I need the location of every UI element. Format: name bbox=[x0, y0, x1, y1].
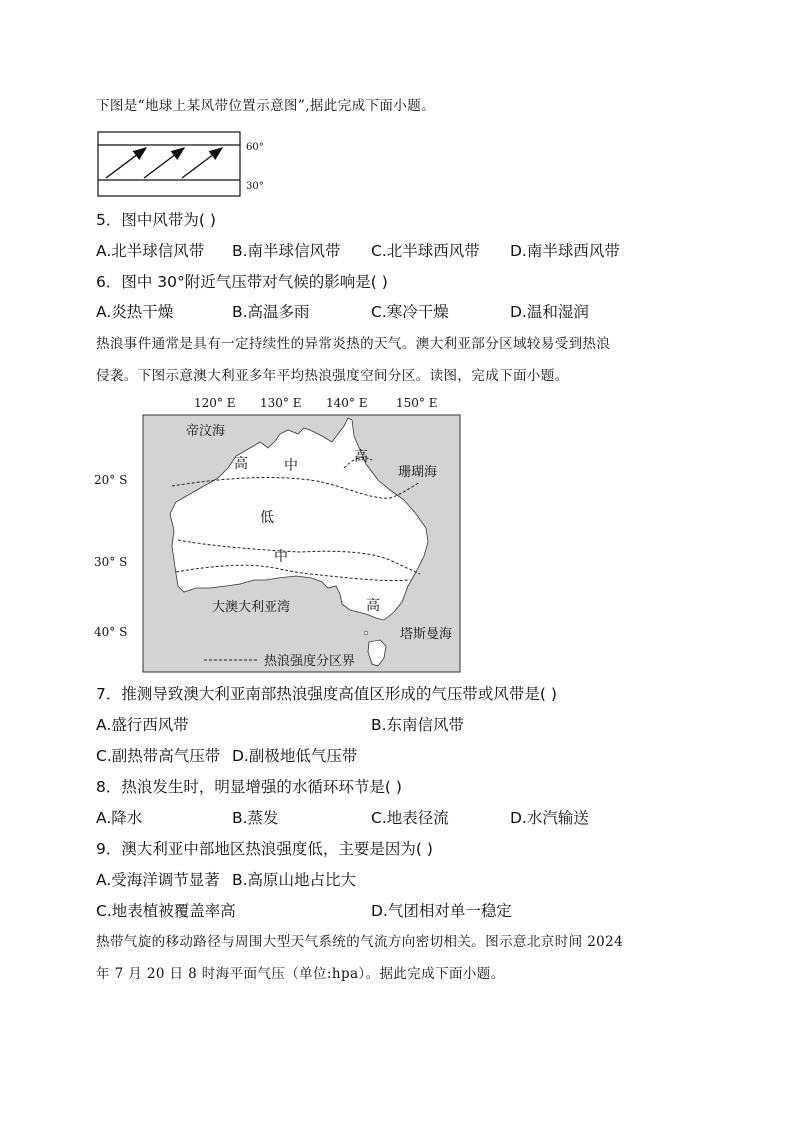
zone-label-high-nw: 高 bbox=[234, 456, 248, 472]
q8-option-b[interactable]: B.蒸发 bbox=[232, 809, 279, 827]
intro-text-cyclone-line2: 年 7 月 20 日 8 时海平面气压（单位:hpa）。据此完成下面小题。 bbox=[96, 966, 505, 982]
q5-option-b[interactable]: B.南半球信风带 bbox=[232, 242, 341, 260]
lat-label-30s: 30° S bbox=[94, 555, 128, 569]
lat-label-20s: 20° S bbox=[94, 473, 128, 487]
question-7-stem: 7．推测导致澳大利亚南部热浪强度高值区形成的气压带或风带是( ) bbox=[96, 685, 557, 703]
q8-option-c[interactable]: C.地表径流 bbox=[371, 809, 449, 827]
zone-label-low: 低 bbox=[260, 510, 274, 526]
legend-label: 热浪强度分区界 bbox=[264, 654, 356, 669]
q8-option-d[interactable]: D.水汽输送 bbox=[510, 809, 589, 827]
intro-text-windbelt: 下图是“地球上某风带位置示意图”,据此完成下面小题。 bbox=[96, 98, 435, 114]
sea-label-tasman: 塔斯曼海 bbox=[400, 627, 453, 642]
question-6-stem: 6．图中 30°附近气压带对气候的影响是( ) bbox=[96, 273, 388, 291]
q6-option-b[interactable]: B.高温多雨 bbox=[232, 303, 310, 321]
lon-label-150: 150° E bbox=[396, 396, 438, 410]
wind-belt-figure bbox=[96, 130, 276, 202]
sea-label-timor: 帝汶海 bbox=[186, 424, 226, 439]
q5-option-d[interactable]: D.南半球西风带 bbox=[510, 242, 620, 260]
q7-option-c[interactable]: C.副热带高气压带 bbox=[96, 747, 221, 765]
intro-text-heatwave-line1: 热浪事件通常是具有一定持续性的异常炎热的天气。澳大利亚部分区域较易受到热浪 bbox=[96, 336, 611, 352]
q9-option-d[interactable]: D.气团相对单一稳定 bbox=[371, 902, 512, 920]
intro-text-heatwave-line2: 侵袭。下图示意澳大利亚多年平均热浪强度空间分区。读图，完成下面小题。 bbox=[96, 368, 569, 384]
australia-heatwave-map bbox=[90, 390, 470, 675]
lat-label-40s: 40° S bbox=[94, 625, 128, 639]
question-8-stem: 8．热浪发生时，明显增强的水循环环节是( ) bbox=[96, 778, 402, 796]
question-9-stem: 9．澳大利亚中部地区热浪强度低，主要是因为( ) bbox=[96, 840, 433, 858]
lon-label-120: 120° E bbox=[194, 396, 236, 410]
q9-option-a[interactable]: A.受海洋调节显著 bbox=[96, 871, 220, 889]
q7-option-a[interactable]: A.盛行西风带 bbox=[96, 716, 189, 734]
zone-label-mid-south: 中 bbox=[274, 549, 288, 565]
question-5-stem: 5．图中风带为( ) bbox=[96, 211, 216, 229]
lon-label-140: 140° E bbox=[326, 396, 368, 410]
q7-option-b[interactable]: B.东南信风带 bbox=[371, 716, 465, 734]
intro-text-cyclone-line1: 热带气旋的移动路径与周围大型天气系统的气流方向密切相关。图示意北京时间 2024 bbox=[96, 934, 624, 950]
q6-option-d[interactable]: D.温和湿润 bbox=[510, 303, 589, 321]
q6-option-c[interactable]: C.寒冷干燥 bbox=[371, 303, 449, 321]
q5-option-a[interactable]: A.北半球信风带 bbox=[96, 242, 205, 260]
wind-arrow-3 bbox=[182, 148, 222, 178]
zone-label-high-se: 高 bbox=[366, 598, 380, 614]
zone-label-mid-north: 中 bbox=[284, 458, 298, 474]
q9-option-b[interactable]: B.高原山地占比大 bbox=[232, 871, 357, 889]
lat-label-30: 30° bbox=[246, 181, 264, 192]
island-dot bbox=[364, 631, 368, 635]
wind-arrow-1 bbox=[106, 148, 146, 178]
q5-option-c[interactable]: C.北半球西风带 bbox=[371, 242, 480, 260]
zone-label-high-ne: 高 bbox=[354, 449, 368, 465]
q6-option-a[interactable]: A.炎热干燥 bbox=[96, 303, 174, 321]
q8-option-a[interactable]: A.降水 bbox=[96, 809, 143, 827]
sea-label-bight: 大澳大利亚湾 bbox=[212, 600, 291, 615]
wind-arrow-2 bbox=[144, 148, 184, 178]
q7-option-d[interactable]: D.副极地低气压带 bbox=[232, 747, 358, 765]
lat-label-60: 60° bbox=[246, 142, 264, 153]
q9-option-c[interactable]: C.地表植被覆盖率高 bbox=[96, 902, 236, 920]
sea-label-coral: 珊瑚海 bbox=[398, 465, 438, 480]
lon-label-130: 130° E bbox=[260, 396, 302, 410]
figure-frame bbox=[98, 132, 240, 196]
